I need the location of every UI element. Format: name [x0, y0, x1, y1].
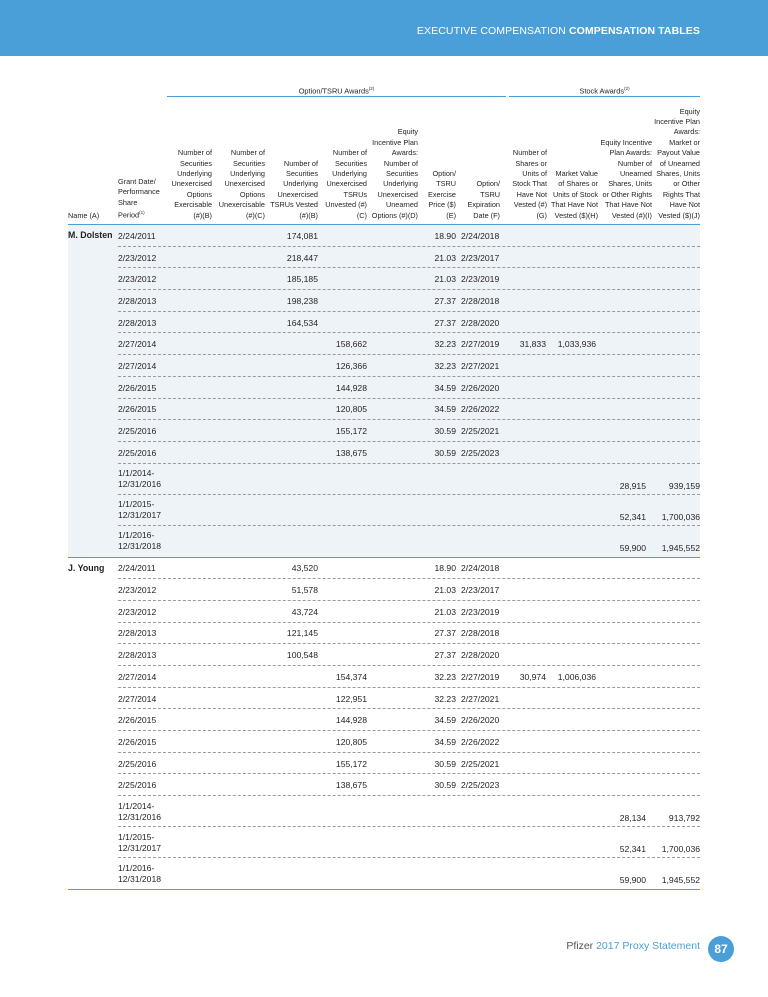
cell-b2: 51,578 [291, 585, 318, 596]
executive-name: J. Young [68, 562, 105, 573]
cell-c2: 158,662 [335, 339, 367, 350]
cell-b2: 174,081 [286, 230, 318, 241]
cell-e: 30.59 [434, 447, 456, 458]
group-stock-awards [509, 84, 700, 97]
cell-grant-start: 1/1/2016- [118, 862, 155, 873]
table-row [68, 709, 700, 731]
table-body [68, 225, 700, 890]
cell-f: 2/24/2018 [461, 563, 500, 574]
cell-i: 28,134 [619, 813, 646, 824]
cell-f: 2/27/2021 [461, 360, 500, 371]
group-stock-label: Stock Awards [579, 86, 625, 96]
cell-f: 2/27/2019 [461, 671, 500, 682]
cell-f: 2/25/2023 [461, 780, 500, 791]
table-row [68, 774, 700, 796]
table-row [68, 377, 700, 399]
cell-f: 2/26/2020 [461, 382, 500, 393]
cell-b2: 100,548 [286, 650, 318, 661]
table-row [68, 827, 700, 858]
cell-c2: 144,928 [335, 715, 367, 726]
cell-grant: 2/26/2015 [118, 382, 157, 393]
table-row [68, 579, 700, 601]
cell-f: 2/26/2022 [461, 404, 500, 415]
cell-h: 1,033,936 [557, 339, 596, 350]
col-h: Market Value of Shares or Units of Stock That Have Not Vested ($)(H) [550, 168, 598, 220]
banner-subsection: COMPENSATION TABLES [568, 25, 700, 37]
cell-grant-start: 1/1/2014- [118, 800, 155, 811]
executive-section [68, 558, 700, 891]
page-number-badge: 87 [708, 936, 734, 962]
cell-e: 18.90 [434, 563, 456, 574]
cell-c2: 138,675 [335, 447, 367, 458]
table-row [68, 247, 700, 269]
cell-e: 32.23 [434, 360, 456, 371]
cell-grant: 2/25/2016 [118, 758, 157, 769]
table-row [68, 420, 700, 442]
table-row [68, 442, 700, 464]
cell-e: 34.59 [434, 736, 456, 747]
cell-f: 2/27/2021 [461, 693, 500, 704]
cell-grant: 2/27/2014 [118, 693, 157, 704]
cell-i: 59,900 [619, 542, 646, 553]
footer-company: Pfizer [566, 940, 594, 952]
table-row [68, 796, 700, 827]
cell-e: 27.37 [434, 628, 456, 639]
group-option-note: (2) [368, 86, 375, 91]
cell-i: 28,915 [619, 480, 646, 491]
footer-doc: 2017 Proxy Statement [596, 940, 700, 952]
cell-j: 1,700,036 [661, 844, 700, 855]
cell-e: 34.59 [434, 715, 456, 726]
cell-j: 913,792 [668, 813, 700, 824]
cell-e: 30.59 [434, 780, 456, 791]
cell-grant: 2/27/2014 [118, 360, 157, 371]
cell-e: 32.23 [434, 339, 456, 350]
cell-grant-end: 12/31/2017 [118, 510, 162, 521]
cell-grant: 2/28/2013 [118, 628, 157, 639]
cell-grant [118, 495, 161, 526]
table-row [68, 858, 700, 889]
table-row [68, 601, 700, 623]
cell-grant: 2/23/2012 [118, 274, 157, 285]
cell-grant-end: 12/31/2018 [118, 873, 162, 884]
cell-b2: 218,447 [286, 252, 318, 263]
cell-g: 30,974 [519, 671, 546, 682]
col-e: Option/ TSRU Exercise Price ($)(E) [428, 168, 456, 220]
table-row [68, 464, 700, 495]
table-row [68, 333, 700, 355]
cell-e: 21.03 [434, 585, 456, 596]
cell-c2: 138,675 [335, 780, 367, 791]
cell-grant: 2/26/2015 [118, 715, 157, 726]
cell-e: 34.59 [434, 382, 456, 393]
col-grant [118, 177, 166, 221]
cell-c2: 122,951 [335, 693, 367, 704]
col-name: Name (A) [68, 210, 100, 220]
table-row [68, 268, 700, 290]
page-footer [566, 940, 700, 952]
cell-c2: 155,172 [335, 426, 367, 437]
column-headers [68, 98, 700, 225]
table-row [68, 688, 700, 710]
cell-e: 27.37 [434, 317, 456, 328]
cell-f: 2/28/2018 [461, 628, 500, 639]
table-row [68, 312, 700, 334]
cell-c2: 126,366 [335, 360, 367, 371]
cell-grant: 2/23/2012 [118, 252, 157, 263]
cell-grant-end: 12/31/2017 [118, 842, 162, 853]
cell-f: 2/25/2021 [461, 426, 500, 437]
cell-f: 2/23/2019 [461, 606, 500, 617]
cell-j: 939,159 [668, 480, 700, 491]
cell-grant: 2/23/2012 [118, 585, 157, 596]
cell-c2: 120,805 [335, 404, 367, 415]
cell-e: 18.90 [434, 230, 456, 241]
cell-f: 2/23/2019 [461, 274, 500, 285]
cell-b2: 43,520 [291, 563, 318, 574]
cell-f: 2/27/2019 [461, 339, 500, 350]
cell-f: 2/28/2020 [461, 650, 500, 661]
outstanding-equity-table [68, 84, 700, 890]
cell-b2: 198,238 [286, 295, 318, 306]
cell-e: 21.03 [434, 252, 456, 263]
group-option-awards [167, 84, 506, 97]
cell-grant-end: 12/31/2016 [118, 479, 162, 490]
cell-h: 1,006,036 [557, 671, 596, 682]
banner-title [417, 25, 700, 37]
col-f: Option/ TSRU Expiration Date (F) [467, 179, 500, 220]
cell-grant-end: 12/31/2016 [118, 811, 162, 822]
cell-i: 59,900 [619, 875, 646, 886]
cell-grant: 2/24/2011 [118, 563, 156, 574]
table-row [68, 644, 700, 666]
cell-grant: 2/25/2016 [118, 447, 157, 458]
cell-j: 1,945,552 [661, 875, 700, 886]
cell-grant: 2/27/2014 [118, 671, 157, 682]
cell-f: 2/23/2017 [461, 252, 500, 263]
cell-grant [118, 827, 161, 858]
cell-b2: 164,534 [286, 317, 318, 328]
cell-e: 21.03 [434, 606, 456, 617]
cell-grant: 2/28/2013 [118, 317, 157, 328]
cell-f: 2/26/2020 [461, 715, 500, 726]
cell-g: 31,833 [519, 339, 546, 350]
cell-f: 2/28/2020 [461, 317, 500, 328]
cell-grant-start: 1/1/2016- [118, 530, 155, 541]
cell-j: 1,700,036 [661, 511, 700, 522]
cell-grant: 2/25/2016 [118, 426, 157, 437]
banner-section: EXECUTIVE COMPENSATION [416, 25, 566, 37]
table-row [68, 399, 700, 421]
cell-c2: 155,172 [335, 758, 367, 769]
cell-f: 2/26/2022 [461, 736, 500, 747]
table-row [68, 526, 700, 557]
col-c2: Number of Securities Underlying Unexercised TSRUs Unvested (#)(C) [325, 148, 367, 220]
cell-i: 52,341 [619, 511, 646, 522]
cell-e: 34.59 [434, 404, 456, 415]
cell-c2: 144,928 [335, 382, 367, 393]
cell-grant-start: 1/1/2015- [118, 499, 155, 510]
cell-e: 21.03 [434, 274, 456, 285]
cell-f: 2/25/2021 [461, 758, 500, 769]
cell-b2: 43,724 [291, 606, 318, 617]
col-j: Equity Incentive Plan Awards: Market or Payout Value of Unearned Shares, Units or Other Rights That Have Not Vested ($)(J) [654, 106, 700, 220]
cell-e: 27.37 [434, 650, 456, 661]
cell-b2: 185,185 [286, 274, 318, 285]
col-grant-label: Grant Date/ Performance Share Period [118, 176, 160, 220]
table-row [68, 558, 700, 580]
cell-grant: 2/28/2013 [118, 295, 157, 306]
table-row [68, 290, 700, 312]
cell-grant: 2/27/2014 [118, 339, 157, 350]
cell-c2: 154,374 [335, 671, 367, 682]
cell-grant [118, 526, 161, 557]
col-g: Number of Shares or Units of Stock That Have Not Vested (#)(G) [512, 148, 547, 220]
table-row [68, 623, 700, 645]
cell-grant-start: 1/1/2014- [118, 468, 155, 479]
cell-grant: 2/28/2013 [118, 650, 157, 661]
cell-i: 52,341 [619, 844, 646, 855]
cell-grant: 2/23/2012 [118, 606, 157, 617]
cell-f: 2/23/2017 [461, 585, 500, 596]
cell-grant: 2/24/2011 [118, 230, 156, 241]
table-row [68, 495, 700, 526]
cell-e: 32.23 [434, 671, 456, 682]
cell-j: 1,945,552 [661, 542, 700, 553]
cell-e: 30.59 [434, 426, 456, 437]
cell-grant-start: 1/1/2015- [118, 831, 155, 842]
col-b2: Number of Securities Underlying Unexercised TSRUs Vested (#)(B) [270, 158, 318, 220]
cell-grant [118, 464, 161, 495]
col-grant-note: (1) [139, 210, 145, 216]
executive-section [68, 225, 700, 558]
page-banner [0, 0, 768, 56]
cell-e: 27.37 [434, 295, 456, 306]
cell-e: 30.59 [434, 758, 456, 769]
cell-e: 32.23 [434, 693, 456, 704]
table-row [68, 355, 700, 377]
cell-grant: 2/26/2015 [118, 404, 157, 415]
cell-b2: 121,145 [286, 628, 318, 639]
col-c1: Number of Securities Underlying Unexercised Options Unexercisable (#)(C) [218, 148, 265, 220]
cell-f: 2/24/2018 [461, 230, 500, 241]
group-stock-note: (2) [624, 86, 630, 91]
table-row [68, 753, 700, 775]
cell-f: 2/25/2023 [461, 447, 500, 458]
table-row [68, 666, 700, 688]
col-b1: Number of Securities Underlying Unexercised Options Exercisable (#)(B) [171, 148, 212, 220]
cell-c2: 120,805 [335, 736, 367, 747]
executive-name: M. Dolsten [68, 230, 113, 240]
cell-grant [118, 796, 161, 827]
cell-grant: 2/25/2016 [118, 780, 157, 791]
cell-grant: 2/26/2015 [118, 736, 157, 747]
group-option-label: Option/TSRU Awards [298, 86, 369, 96]
col-i: Equity Incentive Plan Awards: Number of Unearned Shares, Units or Other Rights That Have Not Vested (#)(I) [600, 137, 652, 220]
table-row [68, 731, 700, 753]
column-group-headers [68, 84, 700, 98]
col-d: Equity Incentive Plan Awards: Number of Securities Underlying Unexercised Unearned Options (#)(D) [371, 127, 418, 220]
cell-grant-end: 12/31/2018 [118, 541, 162, 552]
cell-f: 2/28/2018 [461, 295, 500, 306]
table-row [68, 225, 700, 247]
cell-grant [118, 858, 161, 889]
